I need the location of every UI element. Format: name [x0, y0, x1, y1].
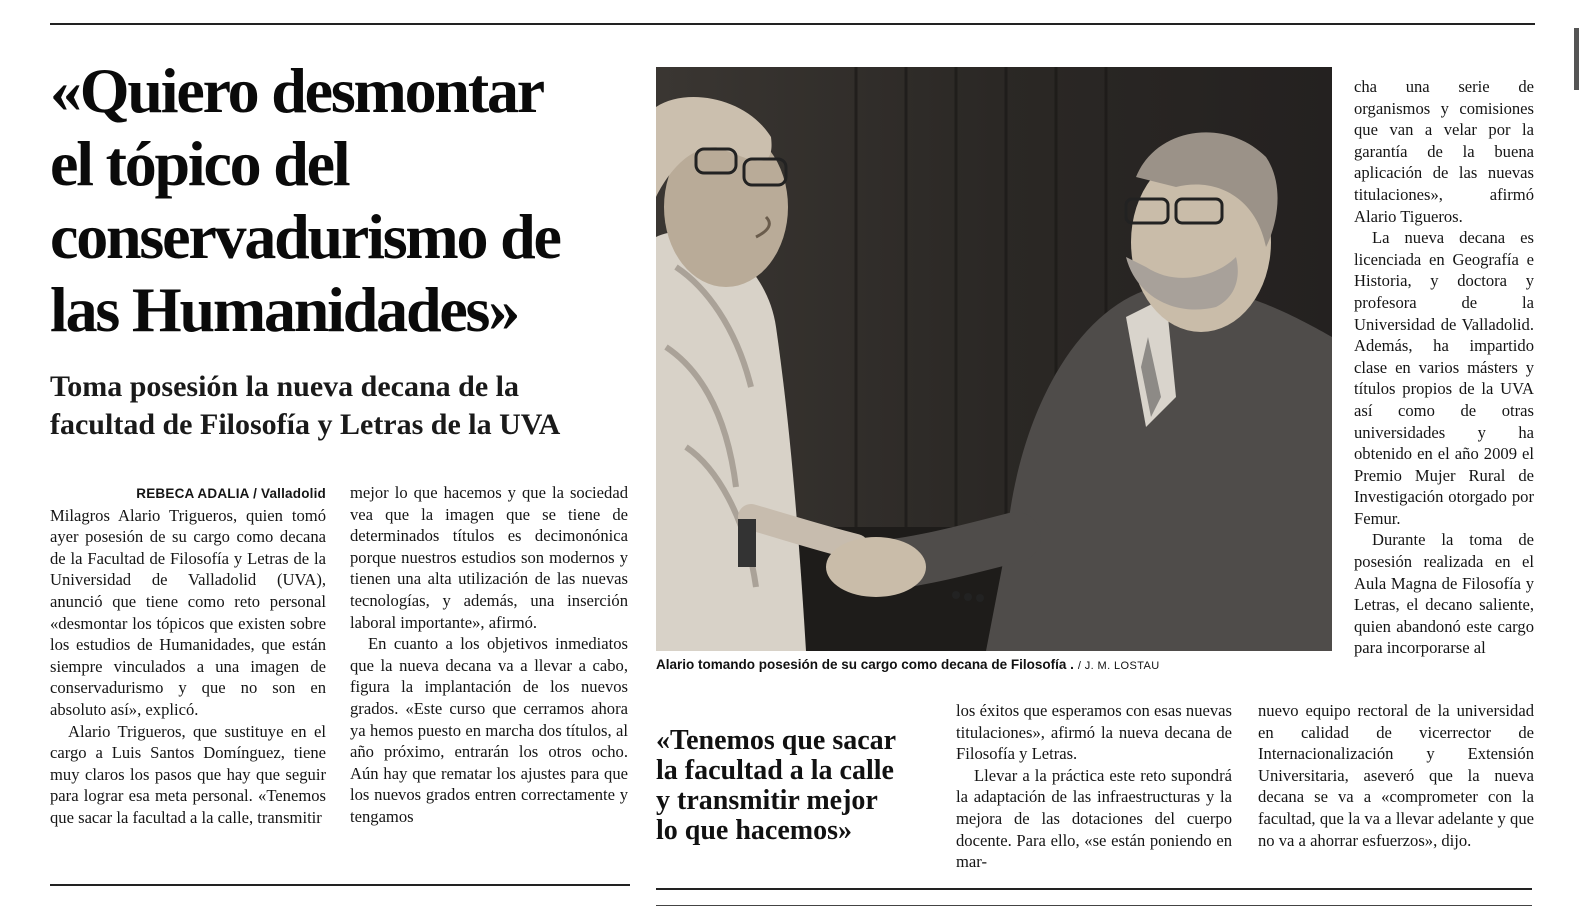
photo-illustration [656, 67, 1332, 651]
top-rule [50, 23, 1535, 25]
page-edge-mark [1574, 28, 1579, 90]
article-paragraph: Milagros Alario Trigueros, quien tomó ayer posesión de su cargo como decana de la Facultad de Filosofía y Letras de la Universidad de Valladolid (UVA), anunció que tiene como reto personal «desmontar los tópicos que existen sobre los estudios de Humanidades, que están siempre vinculados a una imagen de conservadurismo y que no son en absoluto así», explicó. [50, 505, 326, 719]
article-column-3 [956, 700, 1232, 873]
article-paragraph: los éxitos que esperamos con esas nuevas titulaciones», afirmó la nueva decana de Filosofía y Letras. [956, 701, 1232, 764]
headline-line: conservadurismo de [50, 201, 560, 272]
pull-quote-line: la facultad a la calle [656, 755, 894, 786]
subheadline-line: facultad de Filosofía y Letras de la UVA [50, 408, 561, 441]
pull-quote-line: «Tenemos que sacar [656, 725, 897, 756]
photo-credit: / J. M. LOSTAU [1077, 660, 1160, 672]
headline-line: «Quiero desmontar [50, 55, 543, 126]
subheadline-line: Toma posesión la nueva decana de la [50, 370, 519, 403]
article-paragraph: Durante la toma de posesión realizada en el Aula Magna de Filosofía y Letras, el decano saliente, quien abandonó este cargo para incorporarse al [1354, 530, 1534, 658]
article-paragraph: nuevo equipo rectoral de la universidad en calidad de vicerrector de Internacionalización y Extensión Universitaria, aseveró que la nueva decana se va a «comprometer con la facultad, que la va a llevar adelante y que no va a ahorrar esfuerzos», dijo. [1258, 701, 1534, 850]
article-paragraph: En cuanto a los objetivos inmediatos que la nueva decana va a llevar a cabo, figura la implantación de los nuevos grados. «Este curso que cerramos ahora ya hemos puesto en marcha dos títulos, al año próximo, entrarán los otros ocho. Aún hay que rematar los ajustes para que los nuevos grados entren correctamente y tengamos [350, 634, 628, 826]
article-paragraph: Alario Trigueros, que sustituye en el cargo a Luis Santos Domínguez, tiene muy claros los pasos que hay que seguir para lograr esa meta personal. «Tenemos que sacar la facultad a la calle, transmitir [50, 721, 326, 827]
article-paragraph: Llevar a la práctica este reto supondrá la adaptación de las infraestructuras y la mejora de las dotaciones del cuerpo docente. Para ello, «se están poniendo en mar- [956, 765, 1232, 872]
bottom-rule-right [656, 888, 1532, 890]
headline-line: el tópico del [50, 128, 349, 199]
article-paragraph: La nueva decana es licenciada en Geografía e Historia, y doctora y profesora de la Universidad de Valladolid. Además, ha impartido clase en varios másters y títulos propios de la UVA así como de otras universidades y ha obtenido en el año 2009 el Premio Mujer Rural de Investigación otorgado por Femur. [1354, 228, 1534, 528]
photo-caption [656, 656, 1336, 675]
pull-quote-line: y transmitir mejor [656, 785, 878, 816]
article-column-4-bottom [1258, 700, 1534, 851]
byline: REBECA ADALIA / Valladolid [136, 486, 326, 501]
bottom-rule [50, 884, 630, 886]
headline [50, 54, 650, 346]
pull-quote [656, 726, 936, 846]
article-column-1 [50, 483, 326, 829]
article-column-4-top [1354, 76, 1534, 659]
article-column-2 [350, 482, 628, 828]
news-photo [656, 67, 1332, 651]
caption-text: Alario tomando posesión de su cargo como decana de Filosofía . [656, 657, 1074, 672]
article-paragraph: cha una serie de organismos y comisiones que van a velar por la garantía de la buena aplicación de las nuevas titulaciones», afirmó Alario Tigueros. [1354, 77, 1534, 226]
subheadline [50, 368, 650, 444]
pull-quote-line: lo que hacemos» [656, 815, 852, 846]
article-paragraph: mejor lo que hacemos y que la sociedad vea que la imagen que se tiene de determinados títulos es decimonónica porque nuestros estudios son modernos y tienen una alta utilización de las nuevas tecnologías, y además, una inserción laboral importante», afirmó. [350, 483, 628, 632]
headline-line: las Humanidades» [50, 274, 519, 345]
bottom-rule-right-2 [656, 905, 1532, 906]
